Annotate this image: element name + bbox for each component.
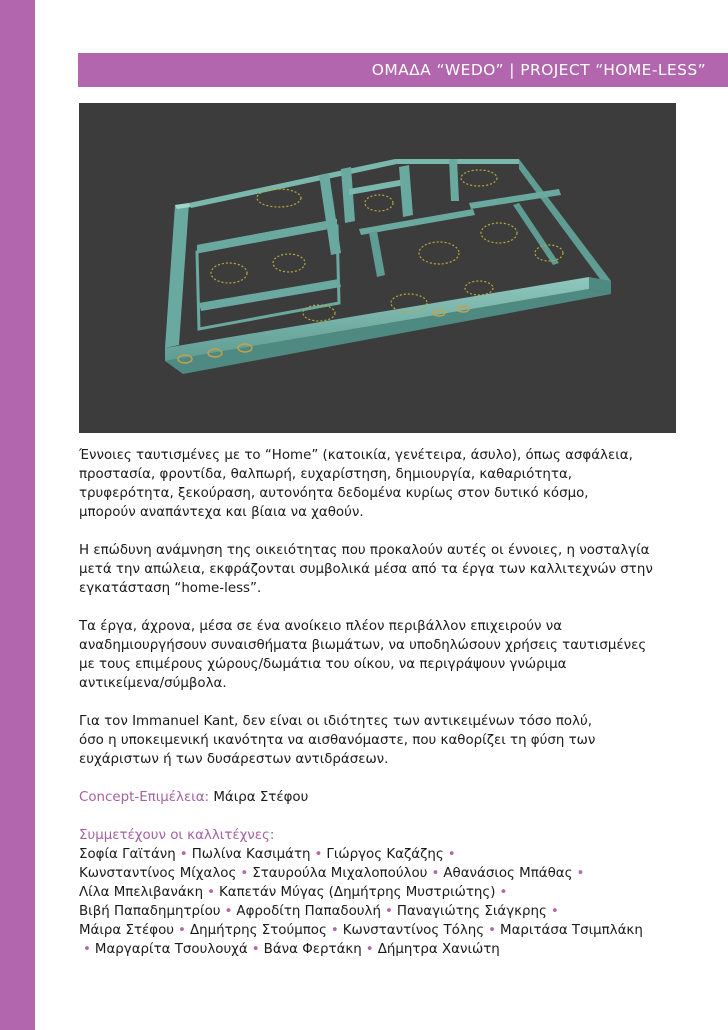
paragraph-4: Για τον Immanuel Kant, δεν είναι οι ιδιότητες των αντικειμένων τόσο πολύ, όσο η υποκειμενική ικανότητα να αισθανόμαστε, που καθορίζει τη φύση των ευχάριστων ή των δυσάρεστων αντιδράσεων. xyxy=(79,714,596,767)
artist-name: Καπετάν Μύγας (Δημήτρης Μυστριώτης) xyxy=(218,885,496,900)
artist-name: Σταυρούλα Μιχαλοπούλου xyxy=(252,866,428,881)
credit-label: Concept-Επιμέλεια: xyxy=(79,790,210,805)
separator-dot: • xyxy=(550,904,559,919)
paragraph-2: Η επώδυνη ανάμνηση της οικειότητας που προκαλούν αυτές οι έννοιες, η νοσταλγία μετά την απώλεια, εκφράζονται συμβολικά μέσα από τα έργα των καλλιτεχνών στην εγκατάσταση “home-less”. xyxy=(79,543,653,596)
artists-list xyxy=(79,845,699,959)
paragraph-3: Τα έργα, άχρονα, μέσα σε ένα ανοίκειο πλέον περιβάλλον επιχειρούν να αναδημιουργήσουν συναισθήματα βιωμάτων, να υποδηλώσουν χρήσεις ταυτισμένες με τους επιμέρους χώρους/δωμάτια του οίκου, να περιγράψουν γνώριμα αντικείμενα/σύμβολα. xyxy=(79,619,647,691)
artists-line xyxy=(79,883,699,902)
floor-plan-image xyxy=(79,103,676,433)
artist-name: Γιώργος Καζάζης xyxy=(326,847,444,862)
artist-name: Κωνσταντίνος Μίχαλος xyxy=(79,866,237,881)
artists-line xyxy=(79,902,699,921)
separator-dot: • xyxy=(83,942,91,957)
artist-name: Μαριτάσα Τσιμπλάκη xyxy=(500,923,643,938)
concept-credit xyxy=(79,788,699,807)
artist-name: Μάιρα Στέφου xyxy=(79,923,175,938)
artists-line xyxy=(79,921,699,940)
separator-dot: • xyxy=(240,866,249,881)
separator-dot: • xyxy=(179,847,188,862)
separator-dot: • xyxy=(251,942,260,957)
body-text xyxy=(79,446,699,959)
artist-name: Βιβή Παπαδημητρίου xyxy=(79,904,221,919)
artists-line xyxy=(79,864,699,883)
floor-plan-render xyxy=(79,103,676,433)
header-title: ΟΜΑΔΑ “WEDO” | PROJECT “HOME-LESS” xyxy=(371,61,706,79)
separator-dot: • xyxy=(499,885,508,900)
artist-name: Μαργαρίτα Τσουλουχά xyxy=(94,942,248,957)
artist-name: Δημήτρης Στούμπος xyxy=(189,923,327,938)
artist-name: Σοφία Γαϊτάνη xyxy=(79,847,176,862)
separator-dot: • xyxy=(488,923,497,938)
separator-dot: • xyxy=(384,904,393,919)
credit-name: Μάιρα Στέφου xyxy=(209,790,309,805)
left-accent-bar xyxy=(0,0,35,1030)
separator-dot: • xyxy=(447,847,456,862)
separator-dot: • xyxy=(576,866,585,881)
artists-title: Συμμετέχουν οι καλλιτέχνες: xyxy=(79,828,275,843)
artist-name: Αφροδίτη Παπαδουλή xyxy=(236,904,381,919)
separator-dot: • xyxy=(431,866,440,881)
separator-dot: • xyxy=(224,904,233,919)
separator-dot: • xyxy=(178,923,186,938)
artist-name: Παναγιώτης Σιάγκρης xyxy=(396,904,547,919)
separator-dot: • xyxy=(365,942,374,957)
paragraph-1: Έννοιες ταυτισμένες με το “Home” (κατοικία, γενέτειρα, άσυλο), όπως ασφάλεια, προστασία, φροντίδα, θαλπωρή, ευχαρίστηση, δημιουργία, καθαριότητα, τρυφερότητα, ξεκούραση, αυτονόητα δεδομένα κυρίως στον δυτικό κόσμο, μπορούν αναπάντεχα και βίαια να χαθούν. xyxy=(79,448,633,520)
artists-line xyxy=(79,940,699,959)
header-band xyxy=(78,53,728,87)
artist-name: Βάνα Φερτάκη xyxy=(263,942,362,957)
separator-dot: • xyxy=(330,923,339,938)
artist-name: Δήμητρα Χανιώτη xyxy=(377,942,500,957)
artist-name: Κωνσταντίνος Τόλης xyxy=(342,923,485,938)
artist-name: Λίλα Μπελιβανάκη xyxy=(79,885,204,900)
separator-dot: • xyxy=(314,847,323,862)
artists-line xyxy=(79,845,699,864)
artist-name: Πωλίνα Κασιμάτη xyxy=(191,847,311,862)
separator-dot: • xyxy=(207,885,215,900)
artist-name: Αθανάσιος Μπάθας xyxy=(443,866,573,881)
